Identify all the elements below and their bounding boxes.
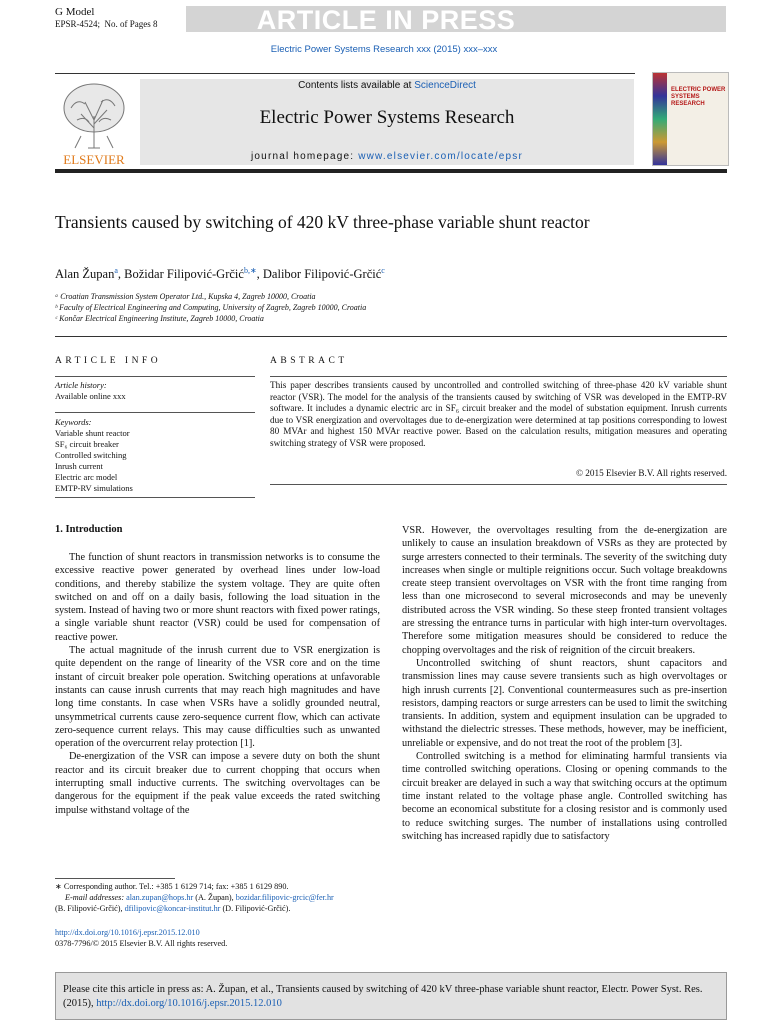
affiliation-b: ᵇ Faculty of Electrical Engineering and Computing, University of Zagreb, Zagreb 10000, Croatia xyxy=(55,303,367,312)
abstract-heading: ABSTRACT xyxy=(270,356,348,366)
paper-title: Transients caused by switching of 420 kV three-phase variable shunt reactor xyxy=(55,212,590,232)
email-owner: (A. Župan), xyxy=(193,893,236,902)
journal-cover-thumbnail[interactable] xyxy=(652,72,729,166)
article-in-press-banner: ARTICLE IN PRESS xyxy=(256,5,516,35)
abstract-bottom-rule xyxy=(270,484,727,485)
keywords-block xyxy=(55,417,133,494)
abstract-rule xyxy=(270,376,727,377)
masthead-rule xyxy=(55,169,727,173)
contents-line xyxy=(140,80,634,91)
keyword: Inrush current xyxy=(55,461,103,471)
corresponding-author-line: ∗ Corresponding author. Tel.: +385 1 6129 714; fax: +385 1 6129 890. xyxy=(55,882,289,891)
author-name[interactable]: Božidar Filipović-Grčić xyxy=(124,267,244,282)
email-owner: (D. Filipović-Grčić). xyxy=(220,904,291,913)
sciencedirect-link[interactable]: ScienceDirect xyxy=(414,80,476,91)
email-owner: (B. Filipović-Grčić), xyxy=(55,904,125,913)
body-paragraph: Controlled switching is a method for eliminating harmful transients via time controlled switching operations. Closing or opening commands to the circuit breaker are delayed in such a way that switching occurs at the optimum time instant related to the voltage phase angle. Controlled switching has become an economical substitute for a closing resistor and is commonly used to reduce switching surges. The number of installations using controlled switching has increased rapidly due to satisfactory xyxy=(402,751,727,842)
email-link[interactable]: bozidar.filipovic-grcic@fer.hr xyxy=(235,893,334,902)
body-paragraph: VSR. However, the overvoltages resulting from the de-energization are unlikely to cause an insulation breakdown of VSRs as they are protected by surge arresters connected to their terminals. The severity of the switching duty increases when single or multiple reignitions occur. Such voltage breakdowns create steep transient overvoltages on VSR with the front time ranging from less than one microsecond to several microseconds and may be unevenly distributed across the VSR winding. So these steep fronted transient voltages are stressing the entrance turns in particular with high inter-turn overvoltages. Therefore some mitigation measures should be considered to reduce the chopping overvoltages and the risk of reignition of the circuit breakers. xyxy=(402,525,727,656)
body-column-right xyxy=(402,524,727,843)
body-paragraph: Uncontrolled switching of shunt reactors, shunt capacitors and transmission lines may cause severe transients such as high overvoltages or high inrush currents [2]. Conventional countermeasures such as pre-insertion resistors, damping reactors or surge arresters can be used to limit the switching transients. In addition, system and equipment insulation can be upgraded to withstand the dielectric stresses. These methods, however, may be inefficient, unreliable or expensive, and do not treat the root of the problem [3]. xyxy=(402,657,727,749)
manuscript-id xyxy=(55,6,158,30)
keywords-rule xyxy=(55,412,255,413)
homepage-prefix: journal homepage: xyxy=(251,151,359,162)
author-name[interactable]: Dalibor Filipović-Grčić xyxy=(262,267,382,282)
body-column-left xyxy=(55,551,380,817)
contents-prefix: Contents lists available at xyxy=(298,80,415,91)
citation-doi-link[interactable]: http://dx.doi.org/10.1016/j.epsr.2015.12.010 xyxy=(96,998,282,1009)
email-link[interactable]: alan.zupan@hops.hr xyxy=(126,893,194,902)
article-history xyxy=(55,380,126,402)
body-paragraph: De-energization of the VSR can impose a severe duty on both the shunt reactor and its circuit breaker due to current chopping that occurs when interrupting small inductive currents. The switching overvoltages can be dangerous for the equipment if the peak value exceeds the rated switching impulse withstand voltage of the xyxy=(55,751,380,816)
section-heading-introduction: 1. Introduction xyxy=(55,524,123,535)
abstract-text: This paper describes transients caused by uncontrolled and controlled switching of three-phase 420 kV variable shunt reactor (VSR). The model for the analysis of the transients caused by switching of VSR was developed in the EMTP-RV software. It includes a dynamic electric arc in SF₆ circuit breaker and the model of substation equipment. Inrush currents due to VSR energization and overvoltages due to de-energization were determined at tap positions corresponding to lowest 80 MVAr and highest 150 MVAr reactive power. Based on the calculation results, mitigation measures and operating switching strategy of VSR were proposed. xyxy=(270,380,727,448)
author-list: Alan Župan$^a$, Božidar Filipović-Grčić$^{b,∗}$, Dalibor Filipović-Grčić$^c$ xyxy=(55,266,385,282)
cover-title: ELECTRIC POWER SYSTEMS RESEARCH xyxy=(671,87,726,107)
journal-title: Electric Power Systems Research xyxy=(259,107,515,128)
citation-text xyxy=(63,983,723,1011)
cover-color-strip xyxy=(653,73,667,165)
email-link[interactable]: dfilipovic@koncar-institut.hr xyxy=(124,904,221,913)
body-paragraph: The function of shunt reactors in transmission networks is to consume the excessive reactive power generated by overhead lines under low-load conditions, and thereby stabilize the system voltage. They are quite often switched on and off on a daily basis, following the load situation in the system. Instead of having two or more shunt reactors with fixed power ratings, a single variable shunt reactor (VSR) could be used for compensation of reactive power. xyxy=(55,552,380,643)
body-paragraph: The actual magnitude of the inrush current due to VSR energization is quite dependent on the range of linearity of the VSR core and on the time instant of circuit breaker pole operation. Switching operations at unfavorable instants can cause inrush currents that may reach high magnitudes and have long time constants. In case when VSRs have a solidly grounded neutral, unsymmetrical currents cause zero-sequence current flow, which can activate zero-sequence current relays. This may cause difficulties such as unwanted operation of the overcurrent relay protection [1]. xyxy=(55,645,380,750)
keyword: EMTP-RV simulations xyxy=(55,483,133,493)
journal-reference-link[interactable]: Electric Power Systems Research xxx (2015) xxx–xxx xyxy=(270,44,498,55)
author-name[interactable]: Alan Župan xyxy=(55,267,115,282)
footnote-rule xyxy=(55,878,175,879)
gmodel-label: G Model xyxy=(55,6,95,18)
elsevier-tree-logo xyxy=(55,78,133,168)
journal-homepage-line xyxy=(140,151,634,162)
author-affil-mark[interactable]: a xyxy=(114,266,118,275)
masthead-top-rule xyxy=(55,73,635,74)
citation-sentence: Please cite this article in press as: A. Župan, et al., Transients caused by switching of 420 kV three-phase variable shunt reactor, Electr. Power Syst. Res. (2015), xyxy=(63,984,703,1009)
doi-link[interactable]: http://dx.doi.org/10.1016/j.epsr.2015.12.010 xyxy=(55,928,200,937)
history-value: Available online xxx xyxy=(55,391,126,401)
keyword: Electric arc model xyxy=(55,472,118,482)
corresponding-author-footnote xyxy=(55,881,385,914)
author-affil-mark[interactable]: b,∗ xyxy=(243,266,257,275)
keyword: Variable shunt reactor xyxy=(55,428,130,438)
abstract-copyright: © 2015 Elsevier B.V. All rights reserved. xyxy=(576,468,727,478)
keywords-label: Keywords: xyxy=(55,417,92,427)
epsr-ref: EPSR-4524; xyxy=(55,19,101,29)
affiliation-c: ᶜ Končar Electrical Engineering Institute, Zagreb 10000, Croatia xyxy=(55,314,264,323)
publisher-wordmark: ELSEVIER xyxy=(63,152,125,167)
homepage-link[interactable]: www.elsevier.com/locate/epsr xyxy=(358,151,523,162)
article-info-rule xyxy=(55,376,255,377)
author-affil-mark[interactable]: c xyxy=(381,266,385,275)
keyword: Controlled switching xyxy=(55,450,127,460)
title-block-rule xyxy=(55,336,727,337)
page-count: No. of Pages 8 xyxy=(104,19,158,29)
email-label: E-mail addresses: xyxy=(65,893,127,902)
doi-block xyxy=(55,927,227,949)
keyword: SF₆ circuit breaker xyxy=(55,439,119,449)
history-label: Article history: xyxy=(55,380,107,390)
affiliation-a: ᵃ Croatian Transmission System Operator Ltd., Kupska 4, Zagreb 10000, Croatia xyxy=(55,292,316,301)
issn-copyright: 0378-7796/© 2015 Elsevier B.V. All rights reserved. xyxy=(55,939,228,948)
article-info-heading: ARTICLE INFO xyxy=(55,356,162,366)
article-info-bottom-rule xyxy=(55,497,255,498)
